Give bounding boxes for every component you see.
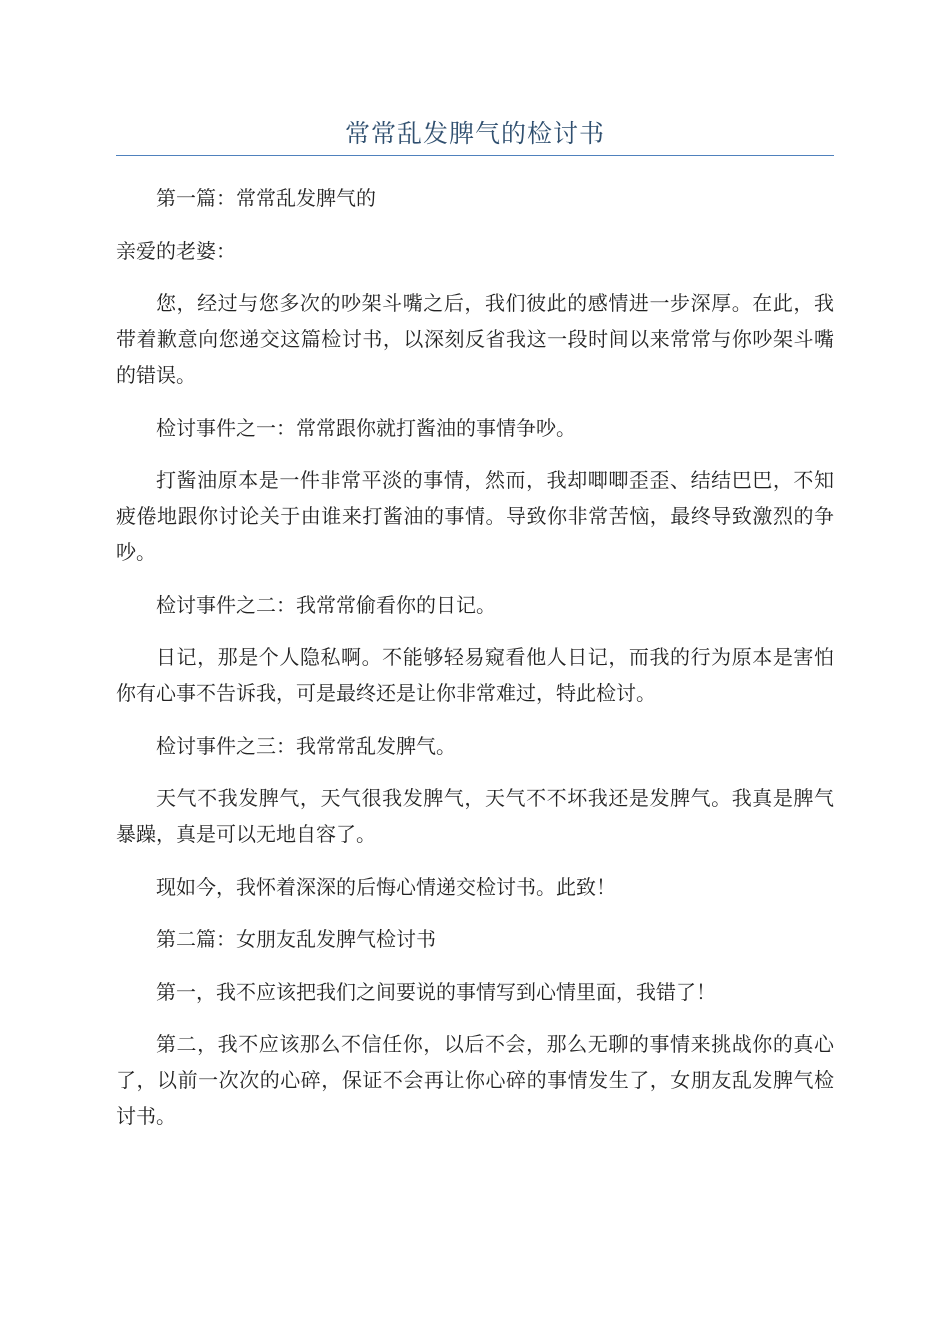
incident-heading-1: 检讨事件之一：常常跟你就打酱油的事情争吵。 [156,415,576,440]
body-paragraph: 第一，我不应该把我们之间要说的事情写到心情里面，我错了！ [156,979,716,1004]
section-heading-1: 第一篇：常常乱发脾气的 [156,186,376,210]
closing-line: 现如今，我怀着深深的后悔心情递交检讨书。此致！ [156,874,616,899]
incident-heading-3: 检讨事件之三：我常常乱发脾气。 [156,733,456,758]
document-title: 常常乱发脾气的检讨书 [344,119,605,148]
document-page [116,0,834,1151]
body-paragraph: 日记，那是个人隐私啊。不能够轻易窥看他人日记，而我的行为原本是害怕你有心事不告诉我，可是最终还是让你非常难过，特此检讨。 [116,645,834,705]
body-paragraph: 天气不我发脾气，天气很我发脾气，天气不不坏我还是发脾气。我真是脾气暴躁，真是可以无地自容了。 [116,786,834,846]
body-paragraph: 第二，我不应该那么不信任你，以后不会，那么无聊的事情来挑战你的真心了，以前一次次的心碎，保证不会再让你心碎的事情发生了，女朋友乱发脾气检讨书。 [116,1032,834,1128]
title-underline [116,155,834,156]
body-paragraph: 您，经过与您多次的吵架斗嘴之后，我们彼此的感情进一步深厚。在此，我带着歉意向您递交这篇检讨书，以深刻反省我这一段时间以来常常与你吵架斗嘴的错误。 [116,291,834,387]
section-heading-2: 第二篇：女朋友乱发脾气检讨书 [156,927,436,951]
document-body [116,180,834,1134]
salutation: 亲爱的老婆： [116,238,236,263]
body-paragraph: 打酱油原本是一件非常平淡的事情，然而，我却唧唧歪歪、结结巴巴，不知疲倦地跟你讨论关于由谁来打酱油的事情。导致你非常苦恼，最终导致激烈的争吵。 [116,468,834,564]
incident-heading-2: 检讨事件之二：我常常偷看你的日记。 [156,592,496,617]
